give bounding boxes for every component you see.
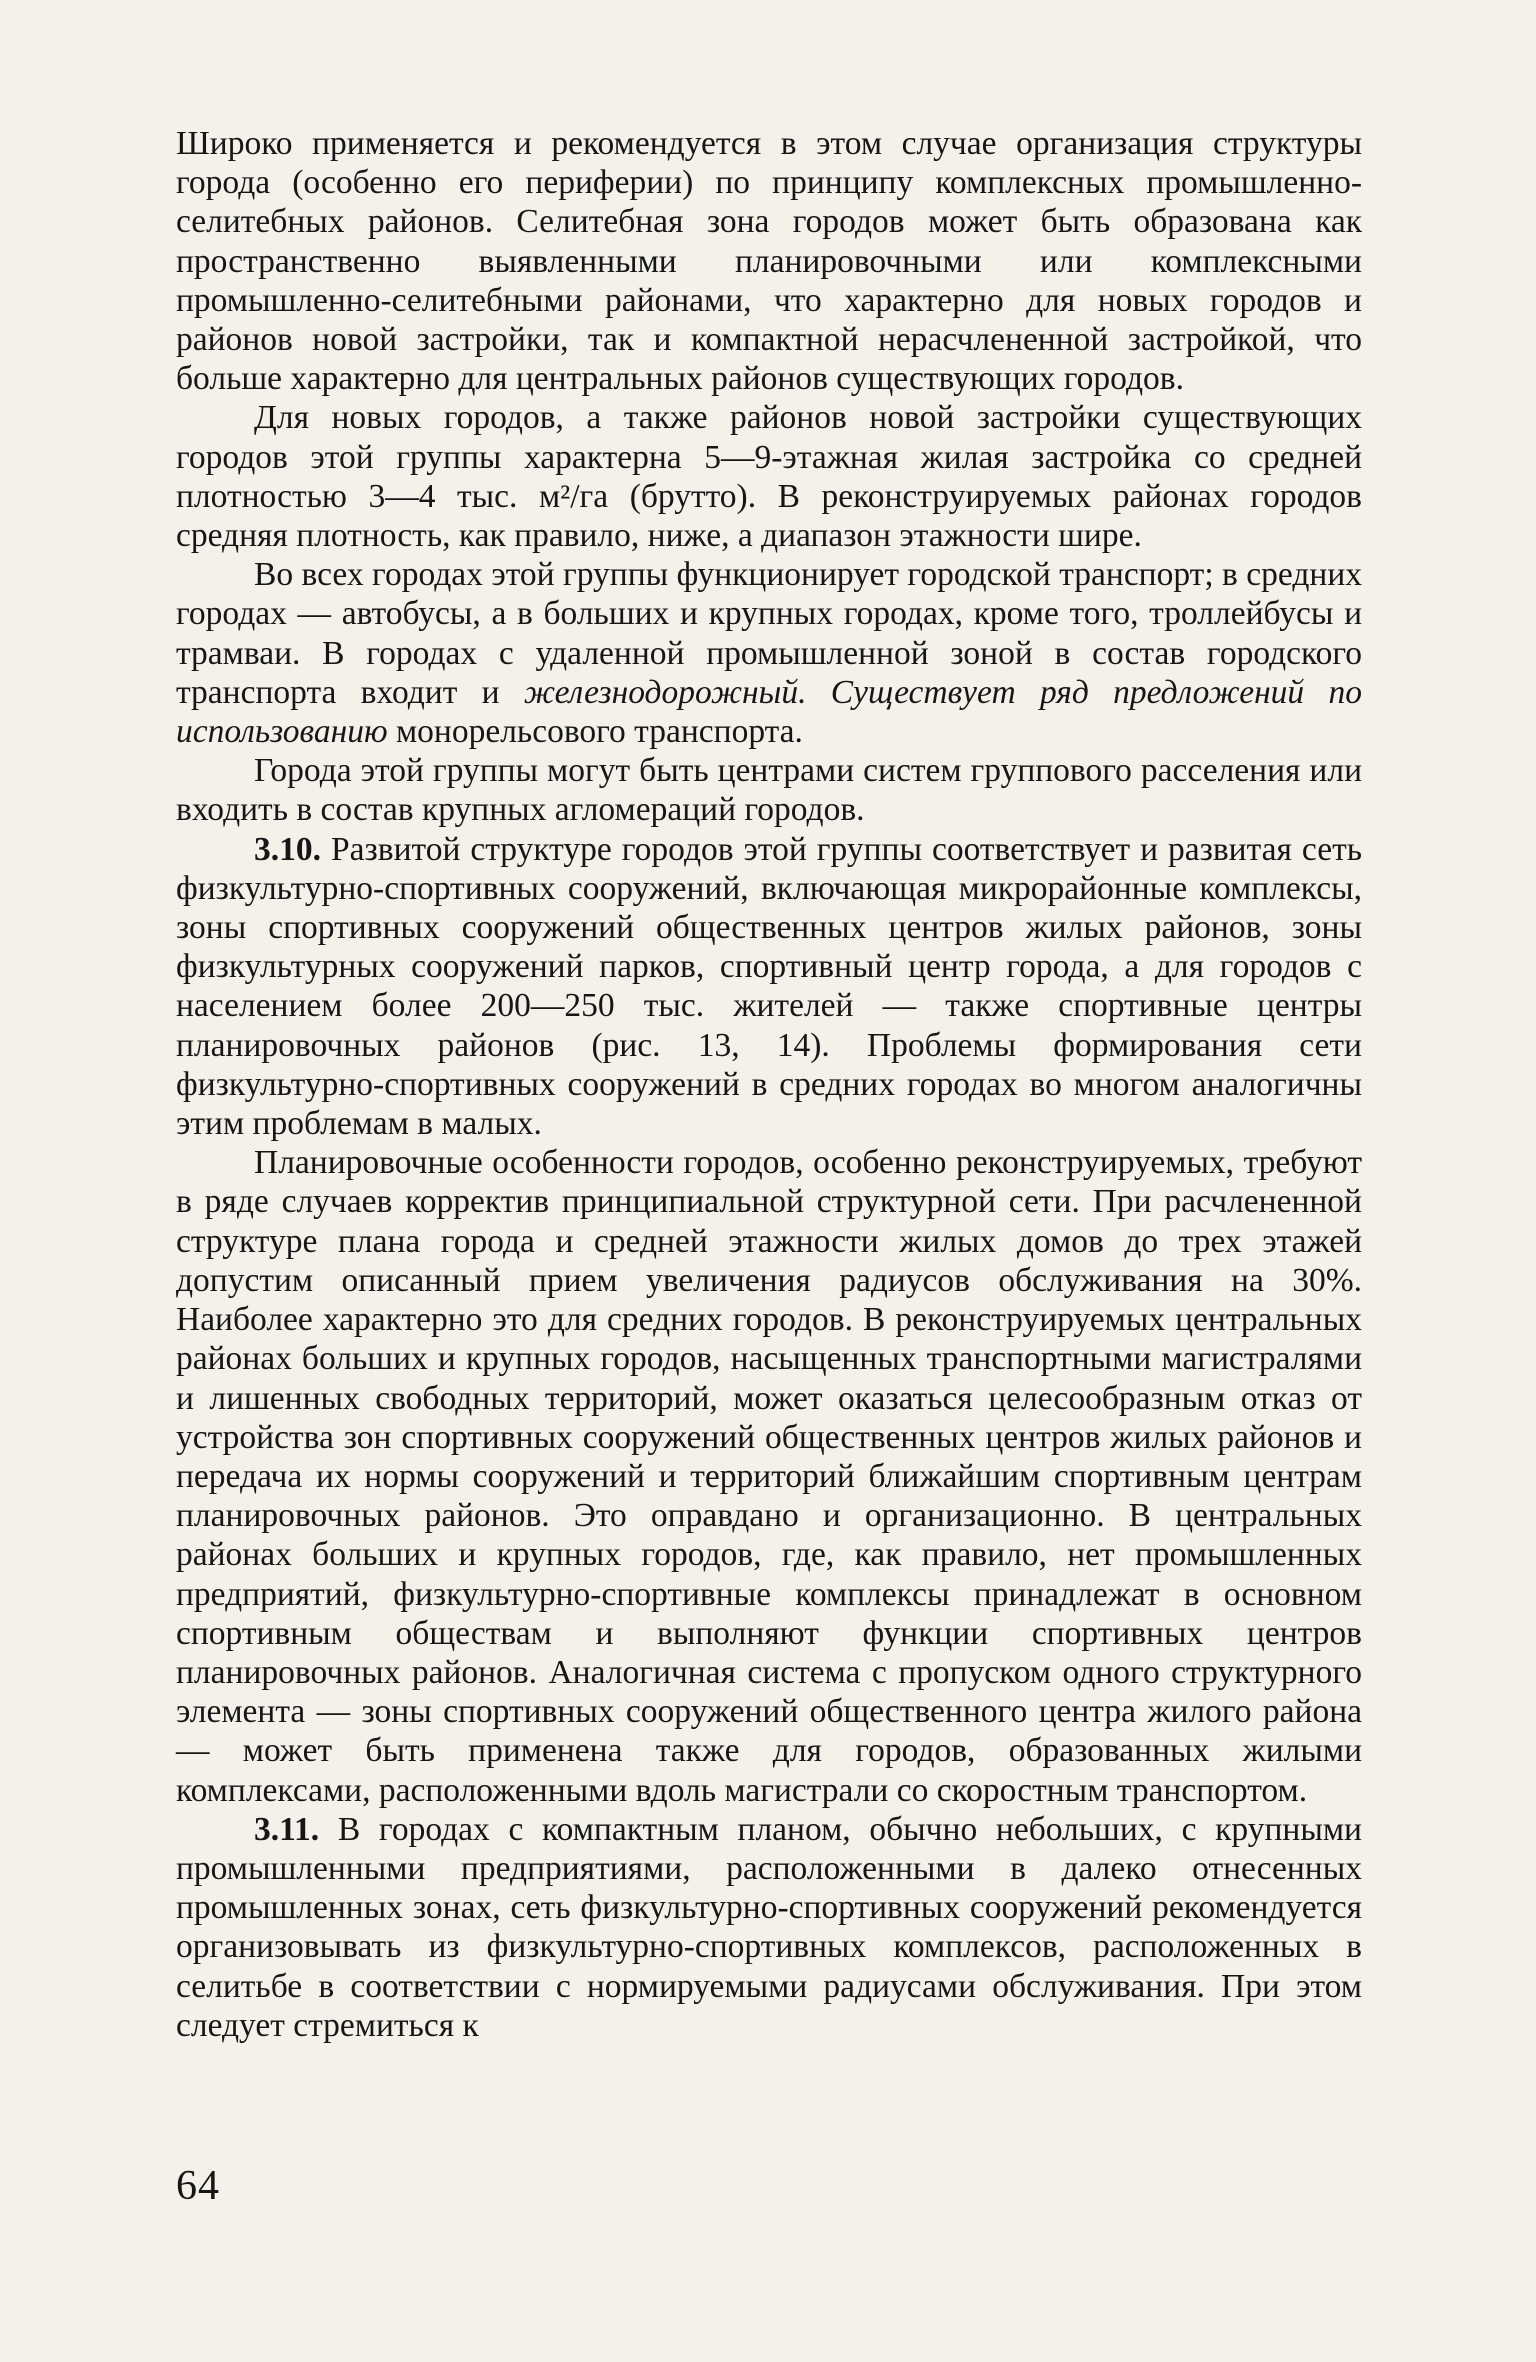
page-body — [176, 124, 1362, 2284]
paragraph-5-text: Развитой структуре городов этой группы соответствует и развитая сеть физкультурно-спортивных сооружений, включающая микрорайонные комплексы, зоны спортивных сооружений общественных центров жилых районов, зоны физкультурных сооружений парков, спортивный центр города, а для городов с населением более 200—250 тыс. жителей — также спортивные центры планировочных районов (рис. 13, 14). Проблемы формирования сети физкультурно-спортивных сооружений в средних городах во многом аналогичны этим проблемам в малых. — [176, 830, 1363, 1143]
paragraph-1: Широко применяется и рекомендуется в этом случае организация структуры города (особенно его периферии) по принципу комплексных промышленно-селитебных районов. Селитебная зона городов может быть образована как пространственно выявленными планировочными или комплексными промышленно-селитебными районами, что характерно для новых городов и районов новой застройки, так и компактной нерасчлененной застройкой, что больше характерно для центральных районов существующих городов. — [176, 125, 1362, 398]
paragraph-2: Для новых городов, а также районов новой застройки существующих городов этой группы характерна 5—9-этажная жилая застройка со средней плотностью 3—4 тыс. м²/га (брутто). В реконструируемых районах городов средняя плотность, как правило, ниже, а диапазон этажности шире. — [176, 399, 1362, 555]
paragraph-5 — [176, 830, 1362, 1144]
section-number-3-11: 3.11. — [254, 1810, 320, 1848]
paragraph-7-text: В городах с компактным планом, обычно небольших, с крупными промышленными предприятиями, расположенными в далеко отнесенных промышленных зонах, сеть физкультурно-спортивных сооружений рекомендуется организовывать из физкультурно-спортивных комплексов, расположенных в селитьбе в соответствии с нормируемыми радиусами обслуживания. При этом следует стремиться к — [176, 1810, 1362, 2044]
paragraph-3-main: Во всех городах этой группы функционирует городской транспорт; в средних городах — автобусы, а в больших и крупных городах, кроме того, троллейбусы и трамваи. В городах с удаленной промышленной зоной в состав городского транспорта входит и — [176, 556, 1362, 711]
paragraph-6: Планировочные особенности городов, особенно реконструируемых, требуют в ряде случаев корректив принципиальной структурной сети. При расчлененной структуре плана города и средней этажности жилых домов до трех этажей допустим описанный прием увеличения радиусов обслуживания на 30%. Наиболее характерно это для средних городов. В реконструируемых центральных районах больших и крупных городов, насыщенных транспортными магистралями и лишенных свободных территорий, может оказаться целесообразным отказ от устройства зон спортивных сооружений общественных центров жилых районов и передача их нормы сооружений и территорий ближайшим спортивным центрам планировочных районов. Это оправдано и организационно. В центральных районах больших и крупных городов, где, как правило, нет промышленных предприятий, физкультурно-спортивные комплексы принадлежат в основном спортивным обществам и выполняют функции спортивных центров планировочных районов. Аналогичная система с пропуском одного структурного элемента — зоны спортивных сооружений общественного центра жилого района — может быть применена также для городов, образованных жилыми комплексами, расположенными вдоль магистрали со скоростным транспортом. — [176, 1144, 1362, 1809]
paragraph-3-italic: железнодорожный. Существует ряд предложений по использованию — [176, 673, 1362, 751]
paragraph-4: Города этой группы могут быть центрами систем группового расселения или входить в состав крупных агломераций городов. — [176, 752, 1362, 829]
paragraph-3 — [176, 555, 1362, 751]
section-number-3-10: 3.10. — [254, 830, 321, 868]
page-number: 64 — [176, 2163, 220, 2209]
paragraph-7 — [176, 1810, 1362, 2045]
paragraph-3-tail: монорельсового транспорта. — [395, 713, 803, 751]
